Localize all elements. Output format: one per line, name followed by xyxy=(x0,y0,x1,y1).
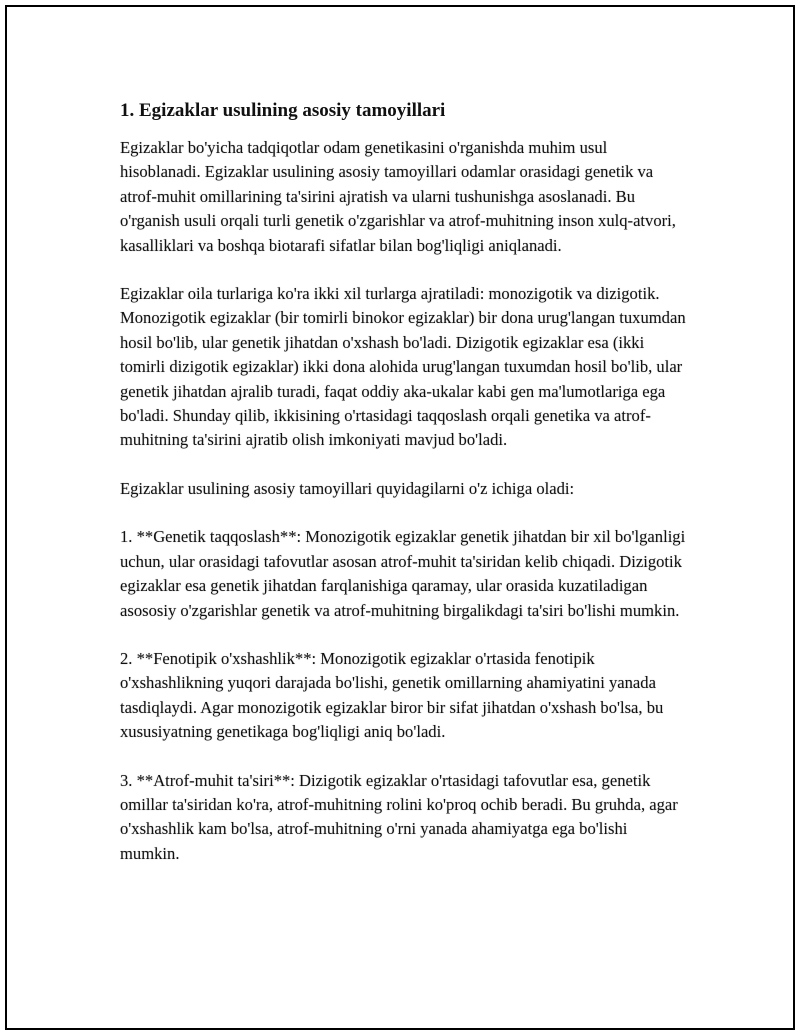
paragraph-principles-lead: Egizaklar usulining asosiy tamoyillari quyidagilarni o'z ichiga oladi: xyxy=(120,478,575,498)
paragraph-twin-types: Egizaklar oila turlariga ko'ra ikki xil turlarga ajratiladi: monozigotik va dizigotik. Monozigotik egizaklar (bir tomirli binokor egizaklar) bir dona urug'langan tuxumdan hosil bo'lib, ular genetik jihatdan o'xshash bo'ladi. Dizigotik egizaklar esa (ikki tomirli dizigotik egizaklar) ikki dona alohida urug'langan tuxumdan hosil bo'lib, ular genetik jihatdan ajralib turadi, faqat oddiy aka-ukalar kabi gen ma'lumotlariga ega bo'ladi. Shunday qilib, ikkisining o'rtasidagi taqqoslash orqali genetika va atrof-muhitning ta'sirini ajratib olish imkoniyati mavjud bo'ladi. xyxy=(120,284,686,450)
paragraph-principle-2: 2. **Fenotipik o'xshashlik**: Monozigotik egizaklar o'rtasida fenotipik o'xshashlikning yuqori darajada bo'lishi, genetik omillarning ahamiyatini yanada tasdiqlaydi. Agar monozigotik egizaklar biror bir sifat jihatdan o'xshash bo'lsa, bu xususiyatning genetikaga bog'liqligi aniq bo'ladi. xyxy=(120,648,664,742)
document-title: 1. Egizaklar usulining asosiy tamoyillari xyxy=(120,100,446,121)
document-page xyxy=(5,5,795,1030)
paragraph-intro: Egizaklar bo'yicha tadqiqotlar odam genetikasini o'rganishda muhim usul hisoblanadi. Egizaklar usulining asosiy tamoyillari odamlar orasidagi genetik va atrof-muhit omillarining ta'sirini ajratish va ularni tushunishga asoslanadi. Bu o'rganish usuli orqali turli genetik o'zgarishlar va atrof-muhitning inson xulq-atvori, kasalliklari va boshqa biotarafi sifatlar bilan bog'liqligi aniqlanadi. xyxy=(120,138,676,255)
paragraph-principle-3: 3. **Atrof-muhit ta'siri**: Dizigotik egizaklar o'rtasidagi tafovutlar esa, genetik omillar ta'siridan ko'ra, atrof-muhitning rolini ko'proq ochib beradi. Bu gruhda, agar o'xshashlik kam bo'lsa, atrof-muhitning o'rni yanada ahamiyatga ega bo'lishi mumkin. xyxy=(120,770,678,863)
document-content xyxy=(120,97,690,890)
paragraph-principle-1: 1. **Genetik taqqoslash**: Monozigotik egizaklar genetik jihatdan bir xil bo'lganligi uchun, ular orasidagi tafovutlar asosan atrof-muhit ta'siridan kelib chiqadi. Dizigotik egizaklar esa genetik jihatdan farqlanishiga qaramay, ular orasida kuzatiladigan asososiy o'zgarishlar genetik va atrof-muhitning birgalikdagi ta'siri bo'lishi mumkin. xyxy=(120,527,686,620)
